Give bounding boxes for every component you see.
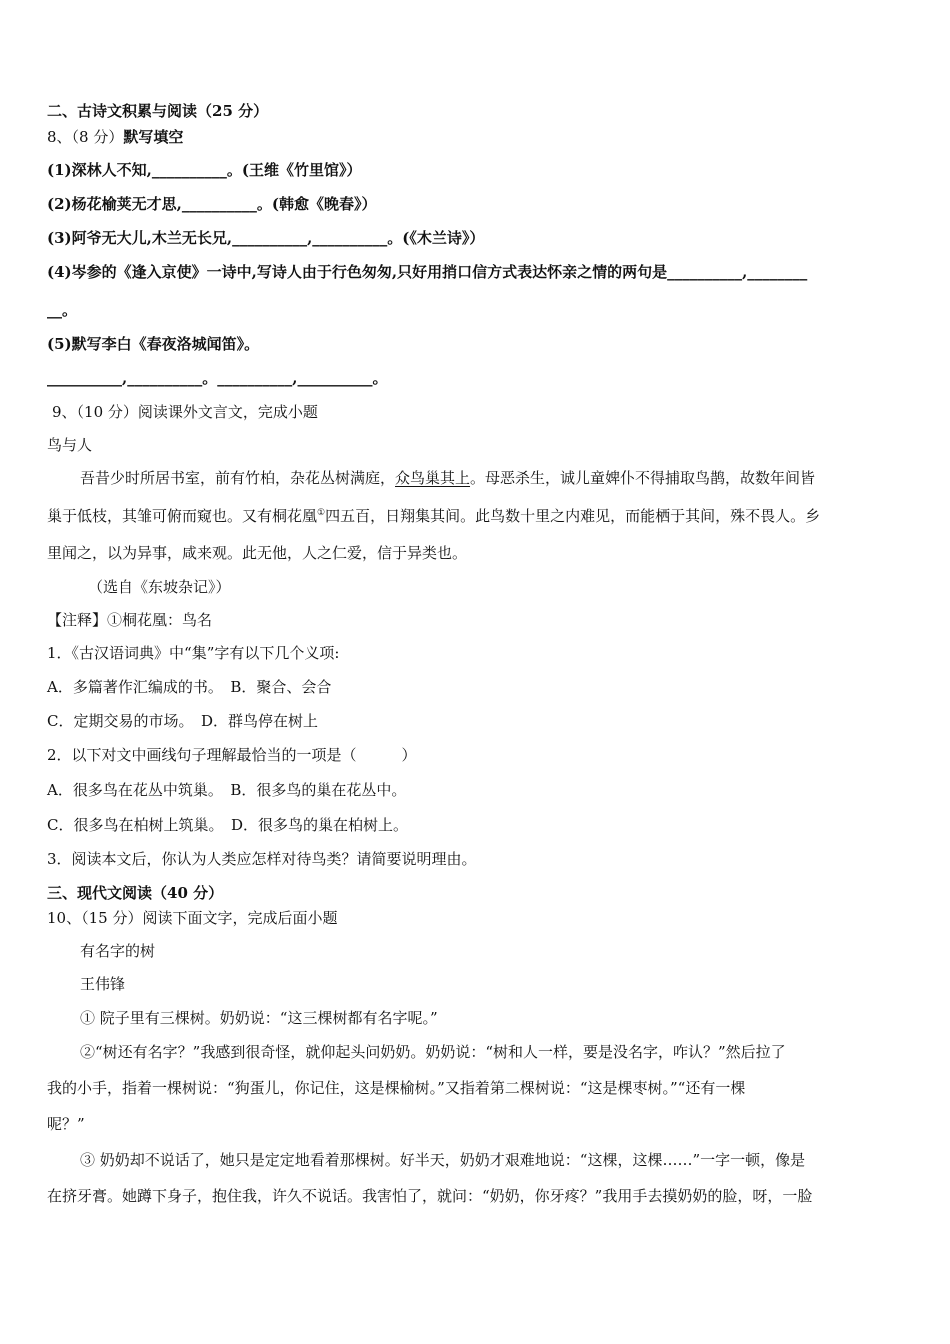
q8-line-3: (3)阿爷无大儿,木兰无长兄,__________,__________。(《木兰诗》） [47, 229, 485, 247]
q10-title: 有名字的树 [80, 942, 156, 960]
q9-sub2: 2．以下对文中画线句子理解最恰当的一项是（ ） [47, 746, 417, 764]
q9-underlined-sentence: 众鸟巢其上 [395, 469, 471, 487]
q9-source: （选自《东坡杂记》） [88, 578, 231, 596]
q9-p1-after: 。母恶杀生，诚儿童婢仆不得捕取鸟鹊，故数年间皆 [470, 469, 816, 487]
q8-line-5: (5)默写李白《春夜洛城闻笛》。 [47, 335, 260, 353]
q10-para-2-line-2: 我的小手，指着一棵树说：“狗蛋儿，你记住，这是棵榆树。”又指着第二棵树说：“这是棵枣树。”“还有一棵 [47, 1079, 746, 1097]
q8-line-2: (2)杨花榆荚无才思,__________。(韩愈《晚春》） [47, 195, 377, 213]
q9-passage-title: 鸟与人 [47, 436, 93, 454]
footnote-marker: ① [317, 508, 326, 518]
q10-author: 王伟锋 [80, 975, 126, 993]
q8-line-4-cont: __。 [47, 301, 78, 319]
q9-sub2-options-cd: C．很多鸟在柏树上筑巢。 D．很多鸟的巢在柏树上。 [47, 816, 409, 834]
q9-p2-after: 四五百，日翔集其间。此鸟数十里之内难见，而能栖于其间，殊不畏人。乡 [325, 507, 821, 525]
q8-label: 8、（8 分） [47, 128, 124, 146]
q10-para-3-line-1: ③ 奶奶却不说话了，她只是定定地看着那棵树。好半天，奶奶才艰难地说：“这棵，这棵……”一字一顿，像是 [80, 1151, 806, 1169]
q10-para-3-line-2: 在挤牙膏。她蹲下身子，抱住我，许久不说话。我害怕了，就问：“奶奶，你牙疼？”我用手去摸奶奶的脸，呀，一脸 [47, 1187, 813, 1205]
q9-passage-line-3: 里闻之，以为异事，咸来观。此无他，人之仁爱，信于异类也。 [47, 544, 468, 562]
q9-passage-line-2 [47, 506, 820, 526]
q9-passage-line-1 [80, 468, 815, 488]
section3-heading: 三、现代文阅读（40 分） [47, 884, 224, 902]
q10-para-2-line-3: 呢？” [47, 1115, 85, 1133]
q8-line-6: __________,__________。__________,__________。 [47, 369, 388, 387]
q9-sub2-options-ab: A．很多鸟在花丛中筑巢。 B．很多鸟的巢在花丛中。 [47, 781, 407, 799]
q9-label: 9、（10 分）阅读课外文言文，完成小题 [52, 403, 318, 421]
q9-sub1-options-ab: A．多篇著作汇编成的书。 B．聚合、会合 [47, 678, 332, 696]
q8-line-1: (1)深林人不知,__________。(王维《竹里馆》） [47, 161, 362, 179]
q9-sub1: 1．《古汉语词典》中“集”字有以下几个义项: [47, 644, 340, 662]
q9-sub1-options-cd: C．定期交易的市场。 D．群鸟停在树上 [47, 712, 319, 730]
q9-p1-before: 吾昔少时所居书室，前有竹柏，杂花丛树满庭， [80, 469, 396, 487]
q9-note: 【注释】①桐花凰：鸟名 [47, 611, 213, 629]
q8-line-4: (4)岑参的《逢入京使》一诗中,写诗人由于行色匆匆,只好用捎口信方式表达怀亲之情的两句是__________,________ [47, 263, 808, 281]
q9-p2: 巢于低枝，其雏可俯而窥也。又有桐花凰 [47, 507, 318, 525]
section2-heading: 二、古诗文积累与阅读（25 分） [47, 102, 269, 120]
q10-para-2-line-1: ②“树还有名字？”我感到很奇怪，就仰起头问奶奶。奶奶说：“树和人一样，要是没名字，咋认？”然后拉了 [80, 1043, 786, 1061]
q8-header [47, 127, 183, 147]
q9-sub3: 3．阅读本文后，你认为人类应怎样对待鸟类？请简要说明理由。 [47, 850, 477, 868]
q8-title: 默写填空 [123, 128, 184, 146]
q10-para-1: ① 院子里有三棵树。奶奶说：“这三棵树都有名字呢。” [80, 1009, 438, 1027]
q10-label: 10、（15 分）阅读下面文字，完成后面小题 [47, 909, 338, 927]
